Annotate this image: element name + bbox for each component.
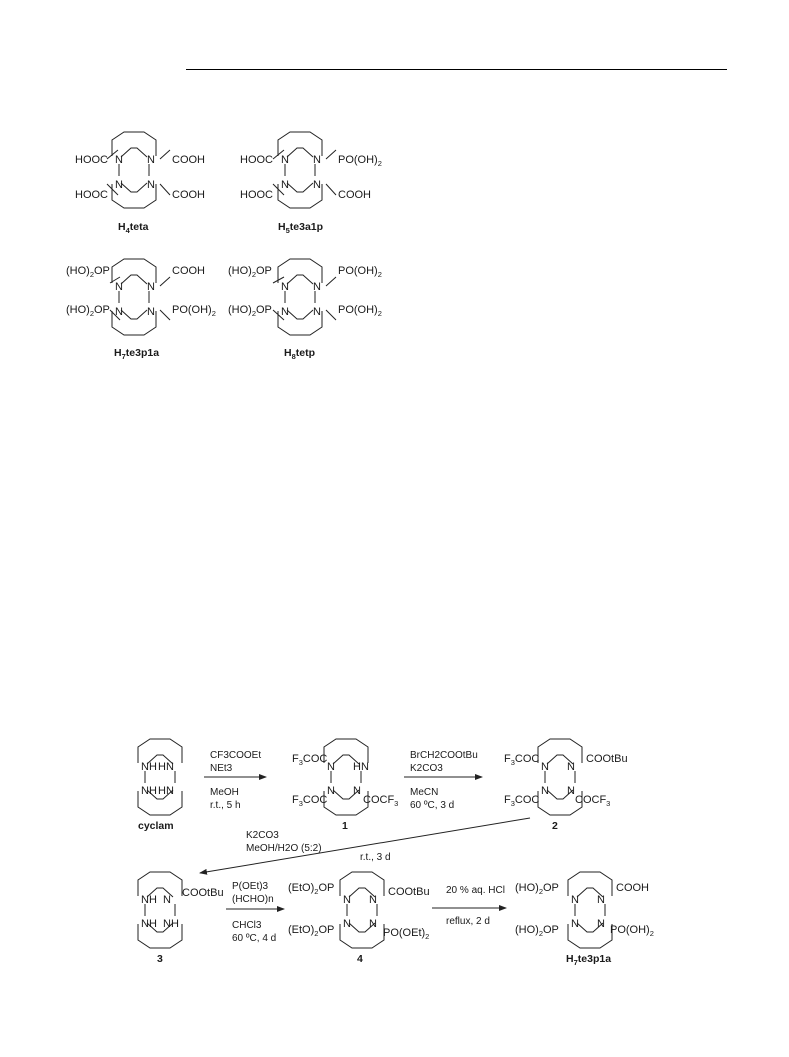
ligand-te3a1p xyxy=(240,132,382,235)
step-2 xyxy=(404,750,482,811)
svg-text:PO(OH)2: $PO(OH)_2$ xyxy=(610,924,654,938)
svg-text:HN: HN xyxy=(158,761,174,773)
svg-text:HOOC: HOOC xyxy=(240,189,273,201)
caption-te3a1p: $H_5te3a1p$ xyxy=(278,221,324,235)
svg-text:COOtBu: COOtBu xyxy=(388,886,430,898)
svg-text:COCF3: $COCF_3$ xyxy=(363,794,399,808)
label-2: 2 xyxy=(552,820,558,832)
svg-text:N: N xyxy=(567,761,575,773)
svg-text:MeCN: MeCN xyxy=(410,787,439,798)
atom-n: N xyxy=(115,154,123,166)
svg-text:(HO)2OP: $(HO)_2OP$ xyxy=(66,304,110,318)
svg-text:(EtO)2OP: $(EtO)_2OP$ xyxy=(288,924,335,938)
svg-text:P(OEt)3: P(OEt)3 xyxy=(232,881,269,892)
svg-text:N: N xyxy=(597,918,605,930)
svg-text:BrCH2COOtBu: BrCH2COOtBu xyxy=(410,750,478,761)
svg-text:N: N xyxy=(571,894,579,906)
caption-te3p1a: $H_7te3p1a$ xyxy=(114,347,160,361)
svg-text:(HO)2OP: $(HO)_2OP$ xyxy=(228,265,272,279)
svg-text:N: N xyxy=(313,154,321,166)
svg-text:F3COC: $F_3COC$ xyxy=(504,794,540,808)
svg-text:COOH: COOH xyxy=(172,265,205,277)
svg-text:N: N xyxy=(597,894,605,906)
svg-text:PO(OEt)2: $PO(OEt)_2$ xyxy=(383,927,430,941)
svg-text:N: N xyxy=(327,785,335,797)
svg-text:20 % aq. HCl: 20 % aq. HCl xyxy=(446,885,505,896)
step-3 xyxy=(200,818,530,873)
svg-text:r.t., 5 h: r.t., 5 h xyxy=(210,800,241,811)
svg-text:F3COC: $F_3COC$ xyxy=(292,794,328,808)
svg-text:N: N xyxy=(313,281,321,293)
svg-text:(HO)2OP: $(HO)_2OP$ xyxy=(228,304,272,318)
label-1: 1 xyxy=(342,820,348,832)
svg-text:N: N xyxy=(327,761,335,773)
svg-text:HN: HN xyxy=(353,761,369,773)
svg-text:N: N xyxy=(567,785,575,797)
svg-text:CF3COOEt: CF3COOEt xyxy=(210,750,262,761)
svg-text:CHCl3: CHCl3 xyxy=(232,920,262,931)
svg-text:N: N xyxy=(313,179,321,191)
svg-text:(HO)2OP: $(HO)_2OP$ xyxy=(515,882,559,896)
svg-text:NH: NH xyxy=(141,894,157,906)
compound-3 xyxy=(138,872,224,965)
svg-text:N: N xyxy=(147,306,155,318)
atom-n: N xyxy=(147,179,155,191)
svg-text:NH: NH xyxy=(141,918,157,930)
svg-text:COOH: COOH xyxy=(616,882,649,894)
step-5 xyxy=(432,885,506,927)
ligand-teta xyxy=(75,132,205,235)
svg-text:N: N xyxy=(313,306,321,318)
label-final: $H_7te3p1a$ xyxy=(566,953,612,967)
sub-ur: COOH xyxy=(172,154,205,166)
step-4 xyxy=(226,881,284,944)
svg-text:HOOC: HOOC xyxy=(240,154,273,166)
svg-text:N: N xyxy=(571,918,579,930)
atom-n: N xyxy=(115,179,123,191)
svg-text:PO(OH)2: $PO(OH)_2$ xyxy=(338,154,382,168)
svg-text:N: N xyxy=(369,894,377,906)
svg-text:N: N xyxy=(343,894,351,906)
svg-text:F3COC: $F_3COC$ xyxy=(504,753,540,767)
svg-text:HN: HN xyxy=(158,785,174,797)
compound-cyclam xyxy=(138,739,182,832)
compound-1 xyxy=(292,739,398,832)
label-3: 3 xyxy=(157,953,163,965)
caption-teta: $H_4teta$ xyxy=(118,221,149,235)
svg-text:MeOH/H2O (5:2): MeOH/H2O (5:2) xyxy=(246,843,322,854)
step-1 xyxy=(204,750,266,811)
svg-text:N: N xyxy=(353,785,361,797)
svg-text:K2CO3: K2CO3 xyxy=(246,830,279,841)
svg-text:N: N xyxy=(147,281,155,293)
svg-text:N: N xyxy=(281,179,289,191)
sub-ll: HOOC xyxy=(75,189,108,201)
ligand-tetp xyxy=(228,259,382,361)
svg-text:NEt3: NEt3 xyxy=(210,763,233,774)
atom-n: N xyxy=(147,154,155,166)
svg-text:PO(OH)2: $PO(OH)_2$ xyxy=(338,265,382,279)
svg-text:COOtBu: COOtBu xyxy=(182,887,224,899)
svg-text:COOH: COOH xyxy=(338,189,371,201)
compound-final xyxy=(515,872,654,967)
svg-text:MeOH: MeOH xyxy=(210,787,239,798)
svg-text:N: N xyxy=(281,281,289,293)
svg-text:N: N xyxy=(163,894,171,906)
svg-text:N: N xyxy=(369,918,377,930)
svg-text:(HO)2OP: $(HO)_2OP$ xyxy=(515,924,559,938)
svg-text:PO(OH)2: $PO(OH)_2$ xyxy=(338,304,382,318)
svg-text:K2CO3: K2CO3 xyxy=(410,763,443,774)
svg-text:60 ºC, 3 d: 60 ºC, 3 d xyxy=(410,800,455,811)
svg-text:N: N xyxy=(115,306,123,318)
svg-text:NH: NH xyxy=(141,785,157,797)
svg-text:N: N xyxy=(541,785,549,797)
sub-lr: COOH xyxy=(172,189,205,201)
svg-text:(HO)2OP: $(HO)_2OP$ xyxy=(66,265,110,279)
svg-text:NH: NH xyxy=(141,761,157,773)
svg-text:N: N xyxy=(115,281,123,293)
svg-text:NH: NH xyxy=(163,918,179,930)
ligand-te3p1a xyxy=(66,259,216,361)
svg-text:F3COC: $F_3COC$ xyxy=(292,753,328,767)
svg-text:reflux, 2 d: reflux, 2 d xyxy=(446,916,490,927)
svg-text:COCF3: $COCF_3$ xyxy=(575,794,611,808)
caption-tetp: $H_8tetp$ xyxy=(284,347,316,361)
label-cyclam: cyclam xyxy=(138,820,174,832)
svg-text:N: N xyxy=(281,306,289,318)
sub-ul: HOOC xyxy=(75,154,108,166)
svg-text:N: N xyxy=(281,154,289,166)
svg-text:N: N xyxy=(343,918,351,930)
svg-text:N: N xyxy=(541,761,549,773)
svg-text:COOtBu: COOtBu xyxy=(586,753,628,765)
svg-text:(EtO)2OP: $(EtO)_2OP$ xyxy=(288,882,335,896)
compound-2 xyxy=(504,739,628,832)
label-4: 4 xyxy=(357,953,363,965)
compound-4 xyxy=(288,872,430,965)
svg-text:PO(OH)2: $PO(OH)_2$ xyxy=(172,304,216,318)
svg-text:60 ºC, 4 d: 60 ºC, 4 d xyxy=(232,933,277,944)
svg-text:(HCHO)n: (HCHO)n xyxy=(232,894,274,905)
svg-text:r.t., 3 d: r.t., 3 d xyxy=(360,852,391,863)
